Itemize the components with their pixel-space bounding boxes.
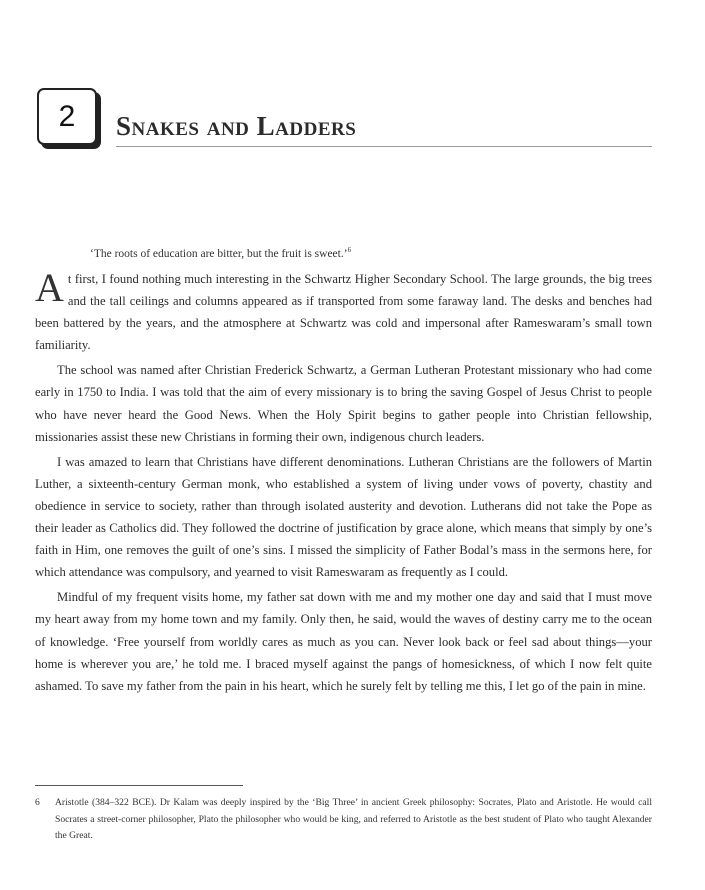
paragraph-1-text: t first, I found nothing much interesting in the Schwartz Higher Secondary School. The large grounds, the big trees and the tall ceilings and columns appeared as if transported from some faraway land. The desks and benches had been battered by the years, and the atmosphere at Schwartz was cold and impersonal after Rameswaram’s small town familiarity. (35, 272, 652, 353)
footnote-text: Aristotle (384–322 BCE). Dr Kalam was deeply inspired by the ‘Big Three’ in ancient Greek philosophy: Socrates, Plato and Aristotle. He would call Socrates a street-corner philosopher, Plato the philosopher who would be king, and referred to Aristotle as the best student of Plato who taught Alexander the Great. (55, 797, 652, 842)
paragraph-4: Mindful of my frequent visits home, my father sat down with me and my mother one day and said that I must move my heart away from my home town and my family. Only then, he said, would the waves of destiny carry me to the ocean of knowledge. ‘Free yourself from worldly cares as much as you can. Never look back or feel sad about things—your home is wherever you are,’ he told me. I braced myself against the pangs of homesickness, of which I now felt quite ashamed. To save my father from the pain in his heart, which he surely felt by telling me this, I let go of the pain in mine. (35, 590, 652, 693)
chapter-number: 2 (58, 99, 76, 133)
paragraph-1 (35, 265, 652, 356)
epigraph (90, 246, 351, 260)
chapter-title: Snakes and Ladders (116, 111, 357, 141)
footnote-number: 6 (35, 797, 40, 808)
epigraph-text: ‘The roots of education are bitter, but the fruit is sweet.’ (90, 247, 348, 260)
chapter-number-box (37, 88, 97, 145)
paragraph-3: I was amazed to learn that Christians have different denominations. Lutheran Christians are the followers of Martin Luther, a sixteenth-century German monk, who established a system of living under vows of poverty, chastity and obedience in service to society, rather than through isolated austerity and devotion. Lutherans did not take the Pope as their leader as Catholics did. They followed the doctrine of justification by grace alone, which means that simply by one’s faith in Him, one removes the guilt of one’s sins. I missed the simplicity of Father Bodal’s mass in the sermons here, for which attendance was compulsory, and yearned to visit Rameswaram as frequently as I could. (35, 454, 652, 580)
drop-cap: A (35, 265, 64, 310)
chapter-body (35, 265, 652, 700)
footnote-rule (35, 785, 243, 786)
epigraph-note-ref: 6 (347, 246, 352, 254)
footnote (35, 795, 652, 845)
paragraph-2: The school was named after Christian Frederick Schwartz, a German Lutheran Protestant missionary who had come early in 1750 to India. I was told that the aim of every missionary is to bring the saving Gospel of Jesus Christ to people who have never heard the Good News. When the Holy Spirit begins to gather people into Christian fellowship, missionaries assist these new Christians in forming their own, indigenous church leaders. (35, 363, 652, 444)
title-underline-rule (116, 146, 652, 147)
